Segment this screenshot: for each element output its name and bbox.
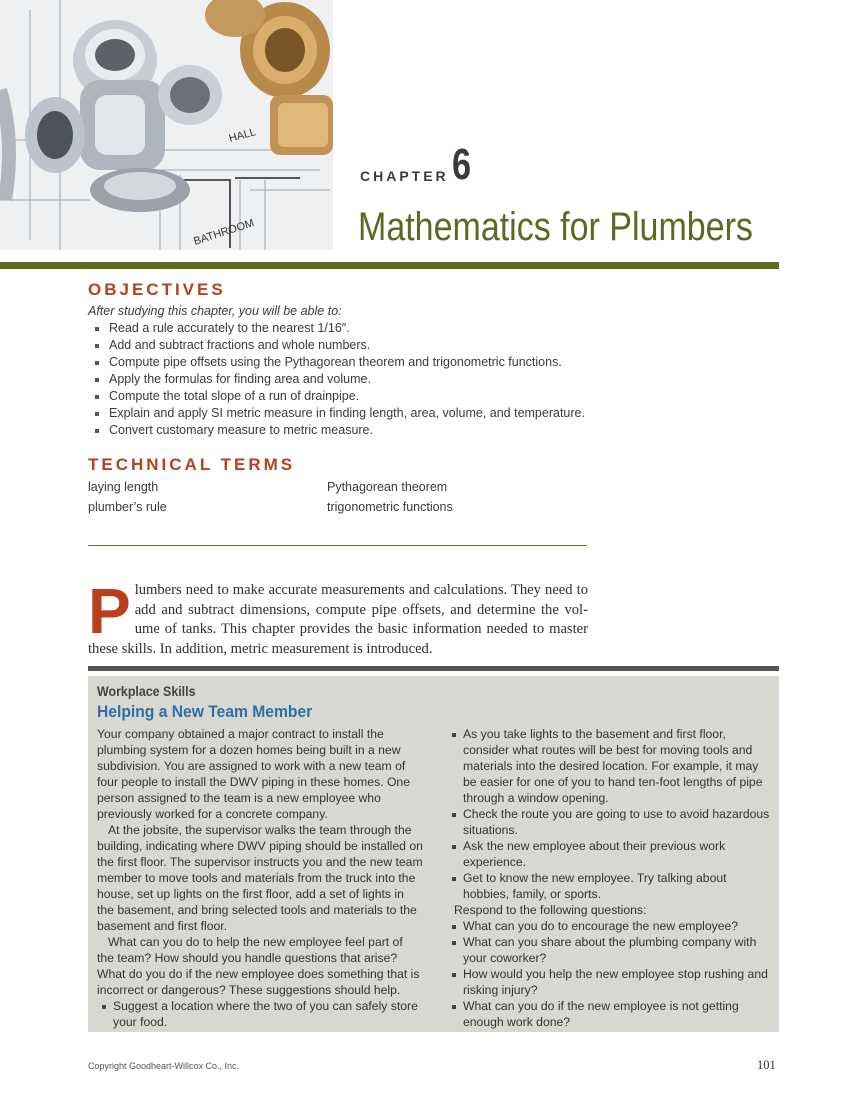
photo-label-bathroom: BATHROOM [192, 217, 256, 248]
chapter-label: CHAPTER [360, 168, 449, 184]
suggestion-item: Get to know the new employee. Try talking about hobbies, family, or sports. [447, 870, 773, 902]
objective-item: Convert customary measure to metric measure. [92, 422, 585, 439]
intro-paragraph [88, 575, 588, 659]
objective-item: Explain and apply SI metric measure in finding length, area, volume, and temperature. [92, 405, 585, 422]
suggestion-list [97, 998, 423, 1030]
question-item: What can you do if the new employee is not getting enough work done? [447, 998, 773, 1030]
intro-text: lumbers need to make accurate measurements and calculations. They need to add and subtract dimensions, compute pipe offsets, and determine the volume of tanks. This chapter provides the basic information needed to master these skills. In addition, metric measurement is introduced. [88, 582, 588, 657]
question-item: What can you share about the plumbing company with your coworker? [447, 934, 773, 966]
objective-item: Compute the total slope of a run of drainpipe. [92, 388, 585, 405]
section-divider [88, 545, 587, 546]
term-item: plumber’s rule [88, 500, 167, 514]
header-divider [0, 262, 779, 269]
term-item: laying length [88, 480, 159, 494]
box-paragraph: Your company obtained a major contract to install the plumbing system for a dozen homes being built in a new subdivision. You are assigned to work with a new team of four people to install the DWV piping in these homes. One person assigned to the team is a new employee who previously worked for a concrete company. [97, 727, 410, 821]
box-paragraph: At the jobsite, the supervisor walks the team through the building, indicating where DWV piping should be installed on the first floor. The supervisor instructs you and the new team member to move tools and materials from the truck into the house, set up lights on the first floor, add a set of lights in the basement, and bring selected tools and materials to the basement and first floor. [97, 823, 423, 933]
question-list [447, 918, 773, 1030]
box-left-column [97, 726, 423, 1030]
suggestion-item: Suggest a location where the two of you can safely store your food. [97, 998, 423, 1030]
objective-item: Read a rule accurately to the nearest 1/16″. [92, 320, 585, 337]
objectives-heading: OBJECTIVES [88, 280, 226, 299]
respond-prompt: Respond to the following questions: [454, 903, 647, 917]
objectives-list [92, 320, 585, 439]
suggestion-list-continued [447, 726, 773, 902]
copyright: Copyright Goodheart-Willcox Co., Inc. [88, 1061, 240, 1071]
chapter-title: Mathematics for Plumbers [358, 205, 753, 249]
chapter-number: 6 [452, 140, 472, 189]
objective-item: Apply the formulas for finding area and volume. [92, 371, 585, 388]
question-item: What can you do to encourage the new employee? [447, 918, 773, 934]
box-kicker: Workplace Skills [97, 684, 196, 699]
objectives-intro: After studying this chapter, you will be able to: [88, 304, 342, 318]
box-top-rule [88, 666, 779, 671]
box-title: Helping a New Team Member [97, 702, 313, 721]
box-paragraph: What can you do to help the new employee feel part of the team? How should you handle questions that arise? What do you do if the new employee does something that is incorrect or dangerous? These suggestions should help. [97, 935, 420, 997]
terms-heading: TECHNICAL TERMS [88, 455, 296, 474]
drop-cap: P [88, 575, 131, 647]
suggestion-item: As you take lights to the basement and first floor, consider what routes will be best for moving tools and materials into the desired location. For example, it may be easier for one of you to hand ten-foot lengths of pipe through a window opening. [447, 726, 773, 806]
page-number: 101 [757, 1058, 776, 1072]
term-item: Pythagorean theorem [327, 480, 448, 494]
suggestion-item: Check the route you are going to use to avoid hazardous situations. [447, 806, 773, 838]
question-item: How would you help the new employee stop rushing and risking injury? [447, 966, 773, 998]
box-right-column [447, 726, 773, 1030]
term-item: trigonometric functions [327, 500, 453, 514]
workplace-skills-box [88, 676, 779, 1032]
suggestion-item: Ask the new employee about their previous work experience. [447, 838, 773, 870]
photo-label-hall: HALL [227, 126, 258, 145]
chapter-photo [0, 0, 333, 250]
objective-item: Compute pipe offsets using the Pythagorean theorem and trigonometric functions. [92, 354, 585, 371]
objective-item: Add and subtract fractions and whole numbers. [92, 337, 585, 354]
